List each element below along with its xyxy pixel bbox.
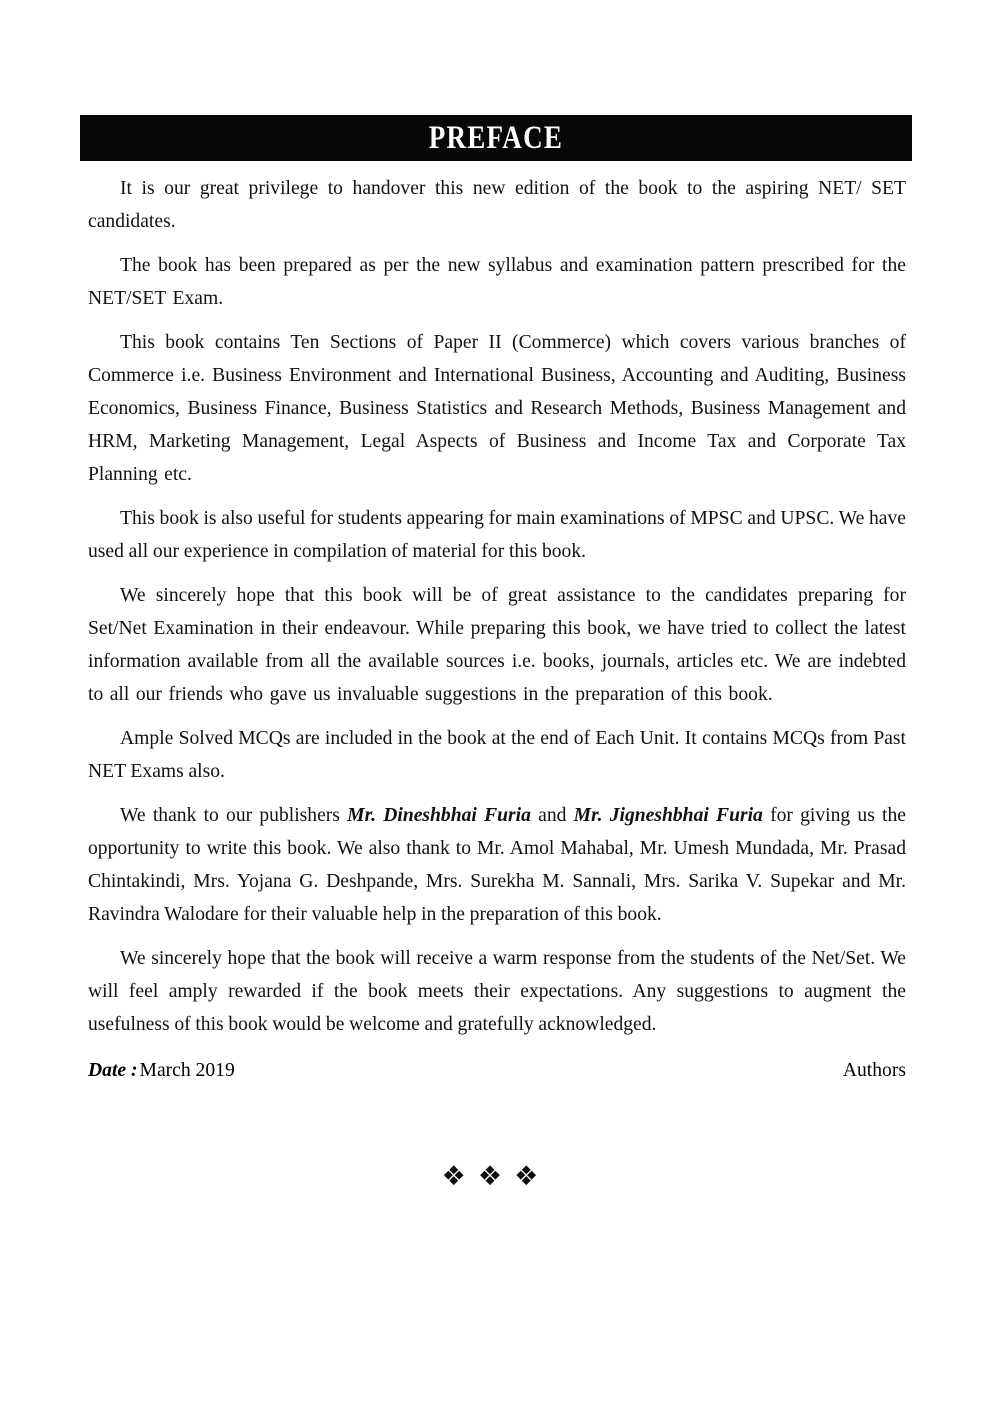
- paragraph-5: We sincerely hope that this book will be of great assistance to the candidates preparing for Set/Net Examination in their endeavour. While preparing this book, we have tried to collect the latest information available from all the available sources i.e. books, journals, articles etc. We are indebted to all our friends who gave us invaluable suggestions in the preparation of this book.: [88, 585, 906, 705]
- paragraph-7-conjunction: and: [530, 805, 574, 826]
- paragraph-2: The book has been prepared as per the new syllabus and examination pattern prescribed for the NET/SET Exam.: [88, 255, 906, 309]
- paragraph-7-text-end: for giving us the opportunity to write this book. We also thank to Mr. Amol Mahabal, Mr. Umesh Mundada, Mr. Prasad Chintakindi, Mrs. Yojana G. Deshpande, Mrs. Surekha M. Sannali, Mrs. Sarika V. Supekar and Mr. Ravindra Walodare for their valuable help in the preparation of this book.: [88, 805, 906, 925]
- four-petal-flower-icon-1: ❖: [441, 1161, 478, 1192]
- signature-row: [88, 1057, 906, 1085]
- date-line: [88, 1057, 235, 1085]
- paragraph-6: Ample Solved MCQs are included in the book at the end of Each Unit. It contains MCQs from Past NET Exams also.: [88, 728, 906, 782]
- publisher-name-dineshbhai-furia: Mr. Dineshbhai Furia: [347, 805, 531, 826]
- paragraph-7-text-start: We thank to our publishers: [120, 805, 348, 826]
- page-title: PREFACE: [428, 119, 564, 156]
- authors-label: Authors: [842, 1060, 906, 1081]
- paragraph-4: This book is also useful for students appearing for main examinations of MPSC and UPSC. We have used all our experience in compilation of material for this book.: [88, 508, 906, 562]
- preface-body: [88, 172, 906, 1041]
- paragraph-1: It is our great privilege to handover this new edition of the book to the aspiring NET/ SET candidates.: [88, 178, 906, 232]
- date-value: March 2019: [139, 1060, 235, 1081]
- date-label: Date :: [88, 1060, 138, 1081]
- paragraph-7: [88, 799, 906, 931]
- paragraph-8: We sincerely hope that the book will receive a warm response from the students of the Net/Set. We will feel amply rewarded if the book meets their expectations. Any suggestions to augment the usefulness of this book would be welcome and gratefully acknowledged.: [88, 948, 906, 1035]
- four-petal-flower-icon-3: ❖: [514, 1161, 551, 1192]
- page-title-bar: [80, 115, 912, 161]
- paragraph-3: This book contains Ten Sections of Paper II (Commerce) which covers various branches of Commerce i.e. Business Environment and International Business, Accounting and Auditing, Business Economics, Business Finance, Business Statistics and Research Methods, Business Management and HRM, Marketing Management, Legal Aspects of Business and Income Tax and Corporate Tax Planning etc.: [88, 332, 906, 485]
- section-end-ornament: [0, 1163, 992, 1190]
- four-petal-flower-icon-2: ❖: [477, 1161, 515, 1192]
- publisher-name-jigneshbhai-furia: Mr. Jigneshbhai Furia: [573, 805, 763, 826]
